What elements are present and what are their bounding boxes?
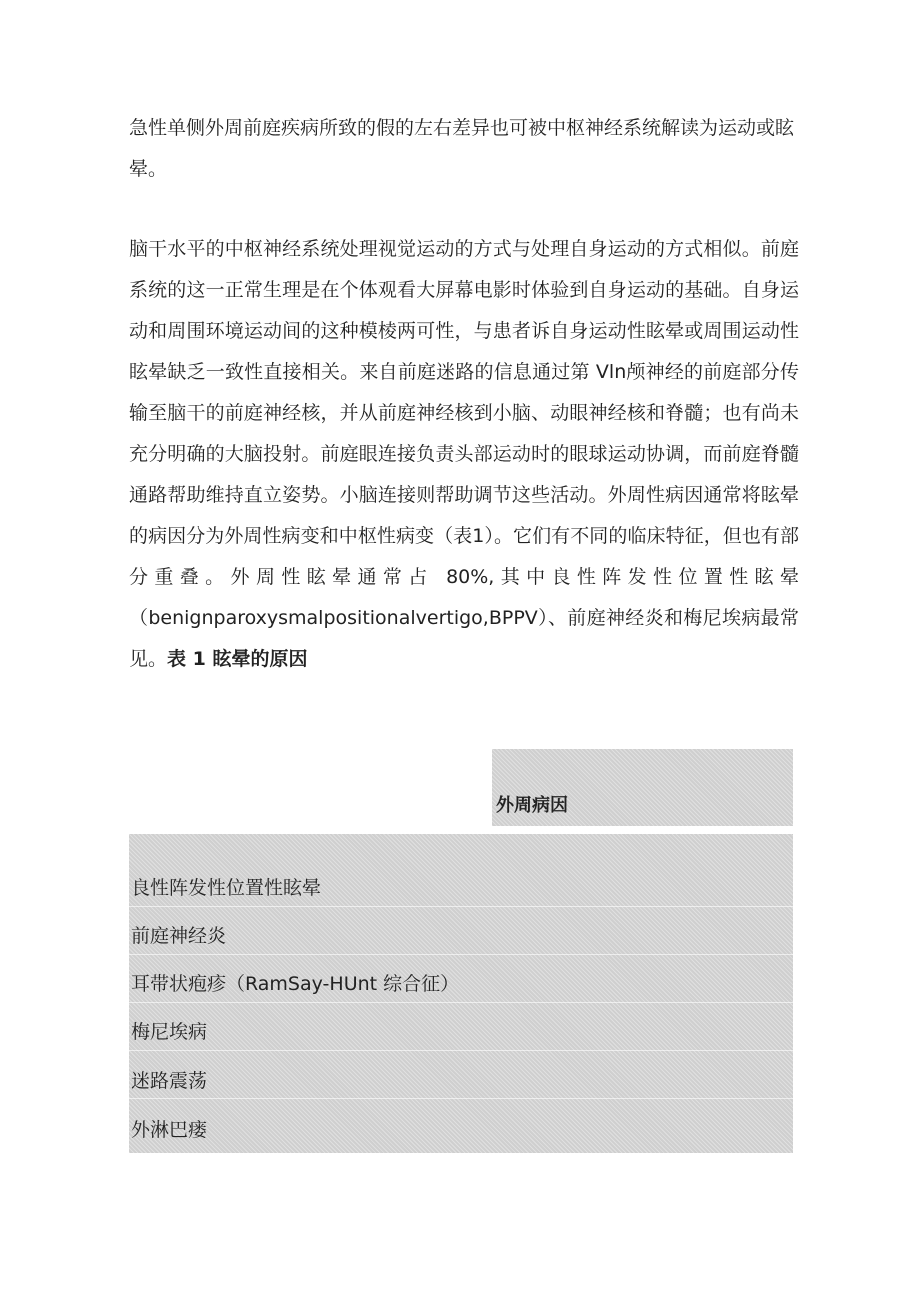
row-divider bbox=[129, 1098, 793, 1099]
row-divider bbox=[129, 1002, 793, 1003]
table-row: 外淋巴瘘 bbox=[131, 1119, 208, 1141]
table-row: 耳带状疱疹（RamSay-HUnt 综合征） bbox=[131, 973, 460, 995]
paragraph-2-text: 脑干水平的中枢神经系统处理视觉运动的方式与处理自身运动的方式相似。前庭系统的这一正常生理是在个体观看大屏幕电影时体验到自身运动的基础。自身运动和周围环境运动间的这种模棱两可性，与患者诉自身运动性眩晕或周围运动性眩晕缺乏一致性直接相关。来自前庭迷路的信息通过第 Vln颅神经的前庭部分传输至脑干的前庭神经核，并从前庭神经核到小脑、动眼神经核和脊髓；也有尚未充分明确的大脑投射。前庭眼连接负责头部运动时的眼球运动协调，而前庭脊髓通路帮助维持直立姿势。小脑连接则帮助调节这些活动。外周性病因通常将眩晕的病因分为外周性病变和中枢性病变（表1）。它们有不同的临床特征，但也有部分重叠。外周性眩晕通常占 80%,其中良性阵发性位置性眩晕（benignparoxysmalpositionalvertigo,BPPV）、前庭神经炎和梅尼埃病最常见。 bbox=[129, 238, 799, 670]
paragraph-1: 急性单侧外周前庭疾病所致的假的左右差异也可被中枢神经系统解读为运动或眩晕。 bbox=[129, 117, 795, 180]
table-row: 良性阵发性位置性眩晕 bbox=[131, 877, 322, 899]
paragraph-2 bbox=[129, 229, 799, 680]
table-caption: 表 1 眩晕的原因 bbox=[167, 648, 308, 670]
table-row: 梅尼埃病 bbox=[131, 1021, 208, 1043]
table-header-label: 外周病因 bbox=[496, 795, 568, 816]
row-divider bbox=[129, 906, 793, 907]
table-row: 前庭神经炎 bbox=[131, 925, 227, 947]
table-body bbox=[129, 834, 793, 1153]
table-row: 迷路震荡 bbox=[131, 1070, 208, 1092]
table-header-cell bbox=[492, 749, 793, 826]
row-divider bbox=[129, 1050, 793, 1051]
row-divider bbox=[129, 954, 793, 955]
